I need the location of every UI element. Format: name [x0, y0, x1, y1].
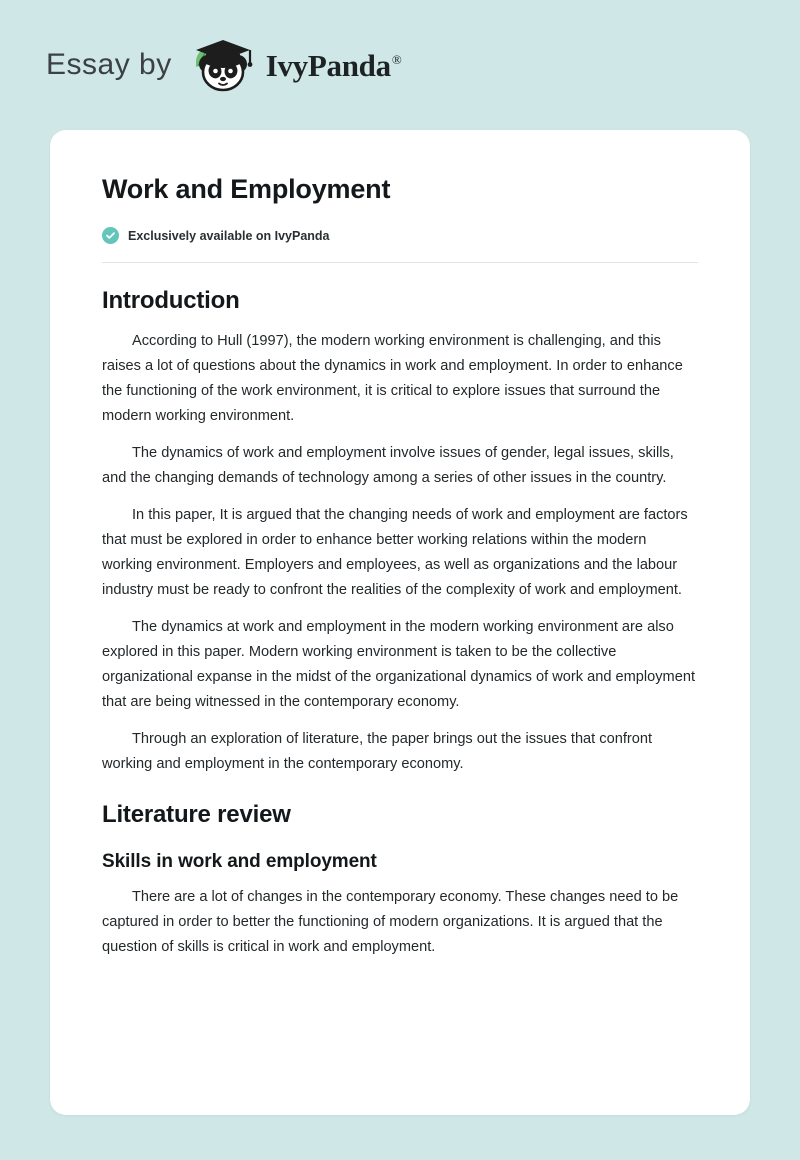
page-title: Work and Employment: [102, 174, 391, 204]
section-heading-introduction: Introduction: [102, 287, 240, 314]
panda-graduate-icon: [186, 34, 260, 96]
subsection-heading-skills: Skills in work and employment: [102, 851, 377, 872]
exclusive-badge: [102, 227, 698, 263]
registered-mark: ®: [391, 51, 402, 67]
ivypanda-logo[interactable]: [186, 34, 402, 96]
paragraph: There are a lot of changes in the contemporary economy. These changes need to be captured in order to better the functioning of modern organizations. It is argued that the question of skills is critical in work and employment.: [102, 889, 679, 955]
essay-by-label: Essay by: [46, 48, 172, 81]
check-circle-icon: [102, 227, 119, 244]
exclusive-label: Exclusively available on IvyPanda: [128, 228, 330, 243]
paragraph: According to Hull (1997), the modern working environment is challenging, and this raises a lot of questions about the dynamics in work and employment. In order to enhance the functioning of the work environment, it is critical to explore issues that surround the modern working environment.: [102, 333, 683, 424]
paragraph: The dynamics at work and employment in the modern working environment are also explored in this paper. Modern working environment is taken to be the collective organizational expanse in the midst of the organizational dynamics of work and employment that are being witnessed in the contemporary economy.: [102, 619, 695, 710]
paragraph: Through an exploration of literature, the paper brings out the issues that confront working and employment in the contemporary economy.: [102, 731, 653, 772]
brand-name-label: IvyPanda: [265, 47, 391, 83]
document-sheet: [50, 130, 750, 1115]
paragraph: In this paper, It is argued that the changing needs of work and employment are factors that must be explored in order to enhance better working relations within the modern working environment. Employers and employees, as well as organizations and the labour industry must be ready to confront the realities of the complexity of work and employment.: [102, 507, 688, 598]
brand-header: [0, 0, 800, 130]
section-heading-literature-review: Literature review: [102, 801, 291, 828]
paragraph: The dynamics of work and employment involve issues of gender, legal issues, skills, and the changing demands of technology among a series of other issues in the country.: [102, 445, 674, 486]
